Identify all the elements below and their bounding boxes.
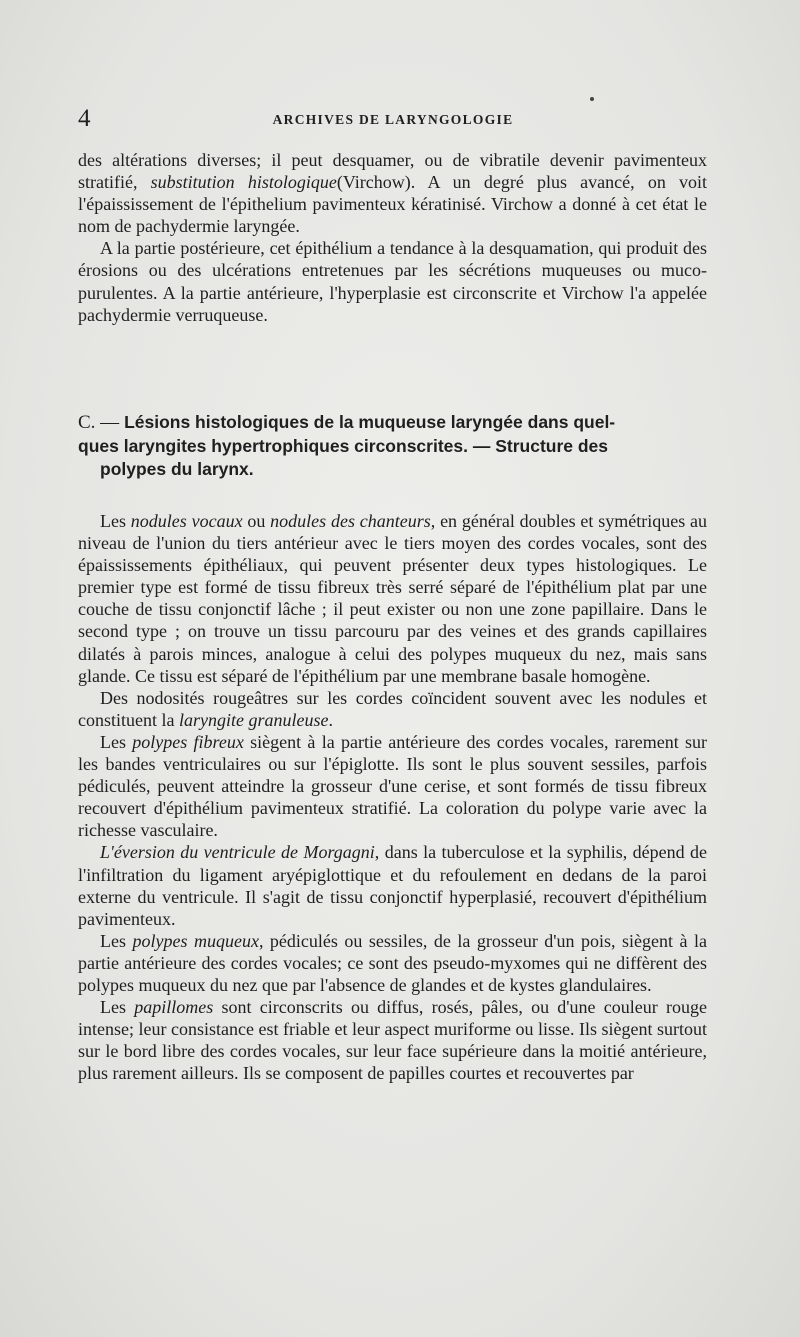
section-heading-line: C. — Lésions histologiques de la muqueuse laryngée dans quel- [78,412,616,433]
section-heading [78,411,707,482]
paragraph-polypes-fibreux: Les polypes fibreux siègent à la partie antérieure des cordes vocales, rarement sur les bandes ventriculaires ou sur l'épiglotte. Ils sont le plus souvent sessiles, parfois pédiculés, peuvent atteindre la grosseur d'une cerise, et sont formés de tissu fibreux recouvert d'épithélium pavimenteux stratifié. La coloration du polype varie avec la richesse vasculaire. [78,731,707,841]
paragraph-eversion: L'éversion du ventricule de Morgagni, dans la tuberculose et la syphilis, dépend de l'infiltration du ligament aryépiglottique et du refoulement en dedans de la paroi externe du ventricule. Il s'agit de tissu conjonctif hyperplasié, recouvert d'épithélium pavimenteux. [78,842,708,929]
running-head [78,104,708,134]
section-heading-line: ques laryngites hypertrophiques circonscrites. — Structure des [78,435,609,456]
journal-title: ARCHIVES DE LARYNGOLOGIE [272,112,514,127]
paragraph-papillomes: Les papillomes sont circonscrits ou diffus, rosés, pâles, ou d'une couleur rouge intense; leur consistance est friable et leur aspect muriforme ou lisse. Ils siègent surtout sur le bord libre des cordes vocales, sur leur face supérieure dans la moitié antérieure, plus rarement ailleurs. Ils se composent de papilles courtes et recouvertes par [78,997,707,1084]
paragraph-polypes-muqueux: Les polypes muqueux, pédiculés ou sessiles, de la grosseur d'un pois, siègent à la partie antérieure des cordes vocales; ce sont des pseudo-myxomes qui ne diffèrent des polypes muqueux du nez que par l'absence de glandes et de kystes glandulaires. [78,930,707,995]
section-letter: C. — [78,412,120,433]
ink-speck [590,97,594,101]
paragraph-nodules: Les nodules vocaux ou nodules des chanteurs, en général doubles et symétriques au niveau de l'union du tiers antérieur avec le tiers moyen des cordes vocales, sont des épaississements épithéliaux, qui peuvent présenter deux types histologiques. Le premier type est formé de tissu fibreux très serré séparé de l'épithélium plat par une couche de tissu conjonctif lâche ; il peut exister ou non une zone papillaire. Dans le second type ; on trouve un tissu parcouru par des veines et des grands capillaires dilatés à parois minces, analogue à celui des polypes muqueux du nez, mais sans glande. Ce tissu est séparé de l'épithélium par une membrane basale homogène. [78,511,707,686]
paragraph-nodosites: Des nodosités rougeâtres sur les cordes coïncident souvent avec les nodules et constituent la laryngite granuleuse. [78,687,707,730]
page-number: 4 [78,105,91,132]
intro-text-block [78,149,707,326]
body-text-block [78,510,707,1084]
section-heading-line: polypes du larynx. [100,459,254,479]
paragraph: A la partie postérieure, cet épithélium a tendance à la desquamation, qui produit des érosions ou des ulcérations entretenues par les sécrétions muqueuses ou muco-purulentes. A la partie antérieure, l'hyperplasie est circonscrite et Virchow l'a appelée pachydermie verruqueuse. [78,238,707,325]
paragraph: des altérations diverses; il peut desquamer, ou de vibratile devenir pavimenteux stratifié, substitution histologique(Virchow). A un degré plus avancé, on voit l'épaississement de l'épithelium pavimenteux kératinisé. Virchow a donné à cet état le nom de pachydermie laryngée. [78,150,708,237]
